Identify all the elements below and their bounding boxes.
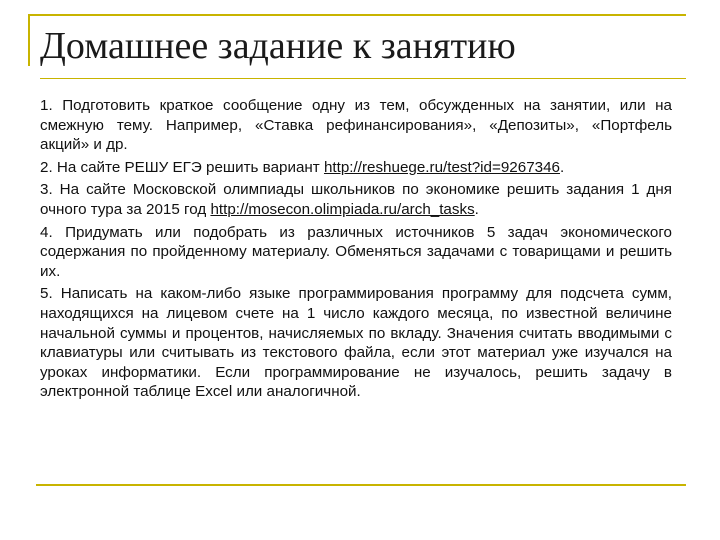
slide-title: Домашнее задание к занятию: [40, 25, 516, 67]
task-item-5: 5. Написать на каком-либо языке программирования программу для подсчета сумм, находящихся на лицевом счете на 1 число каждого месяца, по известной величине начальной суммы и процентов, начисляемых по вкладу. Значения считать вводимыми с клавиатуры или считывать из текстового файла, если этот материал уже изучался на уроках информатики. Если программирование не изучалось, решить задачу в электронной таблице Excel или аналогичной.: [40, 285, 672, 401]
task-item-3-text: 3. На сайте Московской олимпиады школьников по экономике решить задания 1 дня очного тура за 2015 год: [40, 181, 672, 218]
title-underline: [40, 78, 686, 79]
frame-left-line: [28, 14, 30, 66]
frame-top-line: [28, 14, 686, 16]
task-item-1: 1. Подготовить краткое сообщение одну из тем, обсужденных на занятии, или на смежную тему. Например, «Ставка рефинансирования», «Депозиты», «Портфель акций» и др.: [40, 97, 672, 154]
reshuege-link[interactable]: http://reshuege.ru/test?id=9267346: [323, 158, 560, 176]
task-item-2-end: .: [559, 158, 565, 176]
task-item-2: [40, 158, 672, 178]
task-item-2-text: 2. На сайте РЕШУ ЕГЭ решить вариант: [40, 158, 324, 176]
task-item-3-end: .: [474, 200, 479, 218]
task-list: [40, 96, 672, 405]
task-item-3: [40, 180, 672, 219]
bottom-line: [36, 484, 686, 486]
mosecon-link[interactable]: http://mosecon.olimpiada.ru/arch_tasks: [210, 200, 475, 218]
task-item-4: 4. Придумать или подобрать из различных источников 5 задач экономического содержания по пройденному материалу. Обменяться задачами с товарищами и решить их.: [40, 223, 672, 280]
